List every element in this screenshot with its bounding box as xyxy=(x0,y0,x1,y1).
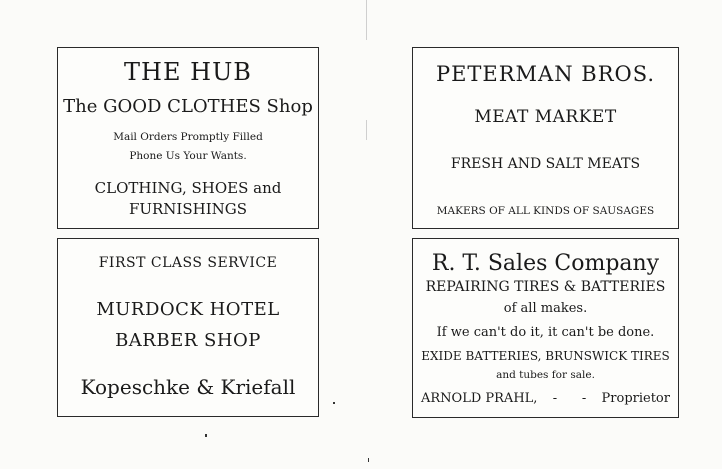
ad-market: MEAT MARKET xyxy=(474,107,617,127)
ad-tubes: and tubes for sale. xyxy=(496,369,595,381)
ad-mail-orders: Mail Orders Promptly Filled xyxy=(113,131,263,143)
ad-products-line1: CLOTHING, SHOES and xyxy=(94,179,282,197)
ad-proprietor-line xyxy=(413,391,678,406)
ad-proprietor-name: ARNOLD PRAHL, xyxy=(421,391,538,406)
page-fold-middle xyxy=(366,120,367,140)
page-fold-top xyxy=(366,0,367,40)
ad-peterman-bros xyxy=(412,47,679,229)
ad-title: R. T. Sales Company xyxy=(431,251,660,276)
speck-mark xyxy=(333,402,335,404)
ad-the-hub xyxy=(57,47,319,229)
ad-brands: EXIDE BATTERIES, BRUNSWICK TIRES xyxy=(421,349,670,363)
ad-products-line2: FURNISHINGS xyxy=(128,200,248,218)
ad-barber-shop: BARBER SHOP xyxy=(115,330,261,351)
ad-phone: Phone Us Your Wants. xyxy=(129,150,247,162)
speck-mark xyxy=(368,458,369,462)
ad-owners: Kopeschke & Kriefall xyxy=(80,375,296,399)
ad-murdock-hotel xyxy=(57,238,319,417)
ad-proprietor-title: Proprietor xyxy=(601,391,670,406)
ad-title: PETERMAN BROS. xyxy=(435,62,656,86)
ad-proprietor-dashes: - - xyxy=(552,391,587,406)
ad-repairing: REPAIRING TIRES & BATTERIES xyxy=(425,279,666,295)
ad-makes: of all makes. xyxy=(503,301,588,316)
ad-hotel-name: MURDOCK HOTEL xyxy=(96,299,280,320)
ad-rt-sales-company xyxy=(412,238,679,418)
speck-mark xyxy=(205,434,207,437)
ad-slogan: If we can't do it, it can't be done. xyxy=(436,325,655,340)
ad-sausages: MAKERS OF ALL KINDS OF SAUSAGES xyxy=(436,205,655,217)
ad-service: FIRST CLASS SERVICE xyxy=(98,255,278,271)
ad-title: THE HUB xyxy=(124,58,252,86)
ad-tagline: The GOOD CLOTHES Shop xyxy=(63,96,313,117)
ad-meats: FRESH AND SALT MEATS xyxy=(450,156,641,172)
